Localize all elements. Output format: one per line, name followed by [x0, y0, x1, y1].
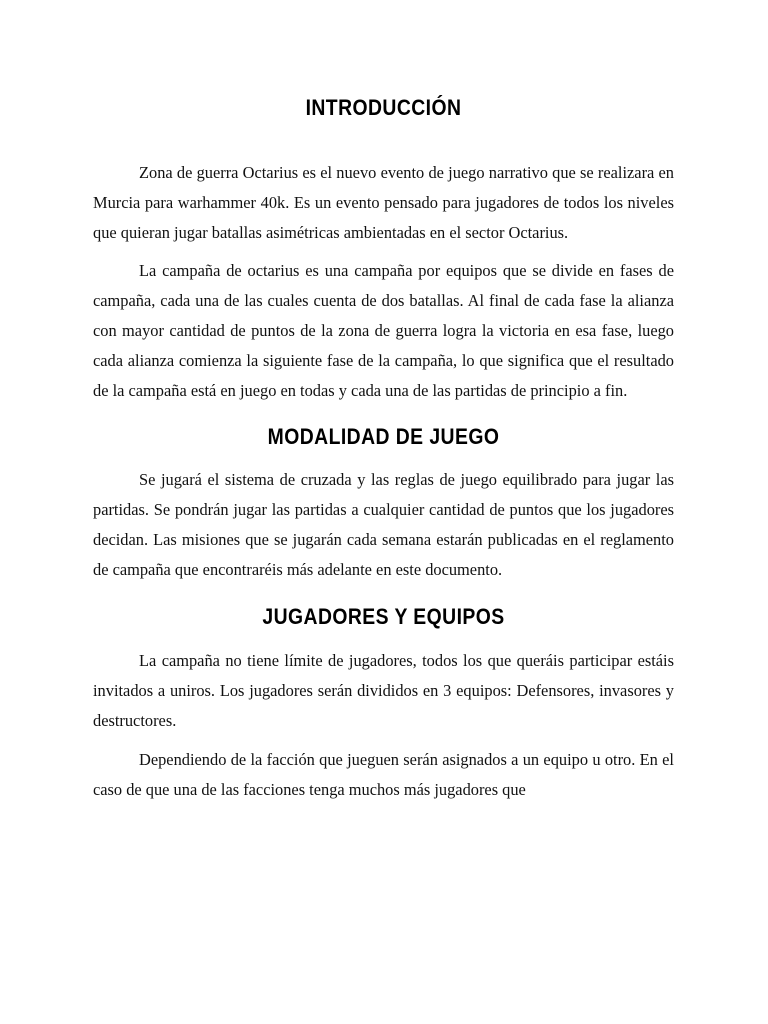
section-title-modalidad-de-juego: MODALIDAD DE JUEGO: [267, 424, 500, 449]
paragraph-intro-1: Zona de guerra Octarius es el nuevo evento de juego narrativo que se realizara en Murcia para warhammer 40k. Es un evento pensado para jugadores de todos los niveles que quieran jugar batallas asimétricas ambientadas en el sector Octarius.: [93, 163, 674, 242]
document-page: [93, 84, 674, 805]
paragraph-jugadores-2: Dependiendo de la facción que jueguen serán asignados a un equipo u otro. En el caso de que una de las facciones tenga muchos más jugadores que: [93, 750, 674, 799]
section-title-introduccion: INTRODUCCIÓN: [305, 95, 462, 120]
paragraph-jugadores-1: La campaña no tiene límite de jugadores, todos los que queráis participar estáis invitados a uniros. Los jugadores serán divididos en 3 equipos: Defensores, invasores y destructores.: [93, 651, 674, 730]
paragraph-modalidad-1: Se jugará el sistema de cruzada y las reglas de juego equilibrado para jugar las partidas. Se pondrán jugar las partidas a cualquier cantidad de puntos que los jugadores decidan. Las misiones que se jugarán cada semana estarán publicadas en el reglamento de campaña que encontraréis más adelante en este documento.: [93, 470, 674, 579]
paragraph-intro-2: La campaña de octarius es una campaña por equipos que se divide en fases de campaña, cada una de las cuales cuenta de dos batallas. Al final de cada fase la alianza con mayor cantidad de puntos de la zona de guerra logra la victoria en esa fase, luego cada alianza comienza la siguiente fase de la campaña, lo que significa que el resultado de la campaña está en juego en todas y cada una de las partidas de principio a fin.: [93, 261, 674, 400]
section-title-jugadores-y-equipos: JUGADORES Y EQUIPOS: [262, 604, 505, 629]
